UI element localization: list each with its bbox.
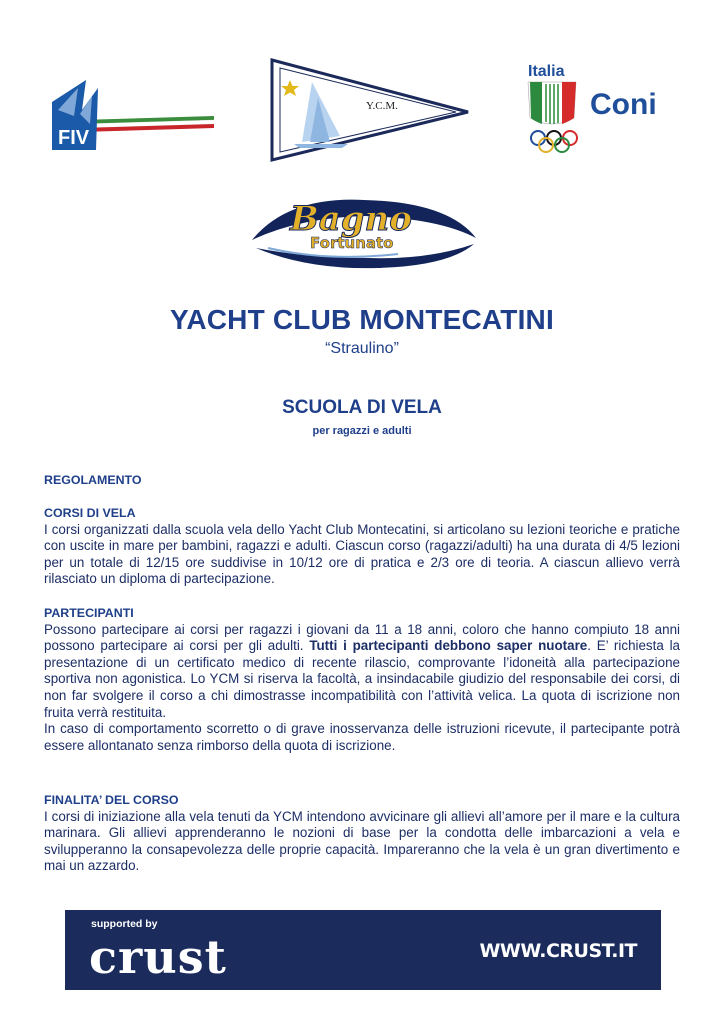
section-title: SCUOLA DI VELA — [282, 397, 442, 418]
ycm-burgee-logo — [270, 58, 470, 162]
page-subtitle: “Straulino” — [325, 340, 399, 357]
svg-text:Bagno: Bagno — [290, 199, 412, 239]
svg-text:Fortunato: Fortunato — [310, 234, 394, 252]
italia-coni-logo — [524, 58, 669, 158]
finalita-paragraph: I corsi di iniziazione alla vela tenuti da YCM intendono avvicinare gli allievi all’amore per il mare e la cultura marinara. Gli allievi apprenderanno le nozioni di base per la condotta delle imbarcazioni a vela e svilupperanno la consapevolezza delle proprie capacità. Impareranno che la vela è un gran divertimento e mai un azzardo. — [44, 808, 680, 874]
partecipanti-text-bold: Tutti i partecipanti debbono saper nuotare — [309, 638, 588, 654]
finalita-section — [44, 792, 680, 875]
regolamento-label: REGOLAMENTO — [44, 473, 142, 487]
svg-text:FIV: FIV — [58, 127, 90, 149]
finalita-heading: FINALITA’ DEL CORSO — [44, 793, 179, 807]
bagno-fortunato-logo — [248, 188, 480, 274]
regolamento-heading — [44, 472, 680, 489]
corsi-section — [44, 505, 680, 588]
sponsor-banner — [65, 910, 661, 990]
partecipanti-section — [44, 605, 680, 754]
partecipanti-paragraph-2: In caso di comportamento scorretto o di grave inosservanza delle istruzioni ricevute, il partecipante potrà essere allontanato senza rimborso della quota di iscrizione. — [44, 721, 680, 753]
corsi-heading: CORSI DI VELA — [44, 506, 136, 520]
page-title: YACHT CLUB MONTECATINI — [170, 304, 554, 335]
svg-text:Y.C.M.: Y.C.M. — [366, 100, 398, 112]
partecipanti-paragraph — [44, 622, 680, 722]
section-subtitle: per ragazzi e adulti — [312, 425, 412, 437]
svg-text:Italia: Italia — [528, 63, 565, 80]
corsi-paragraph: I corsi organizzati dalla scuola vela dello Yacht Club Montecatini, si articolano su lezioni teoriche e pratiche con uscite in mare per bambini, ragazzi e adulti. Ciascun corso (ragazzi/adulti) ha una durata di 4/5 lezioni per un totale di 12/15 ore suddivise in 10/12 ore di pratica e 2/3 ore di teoria. A ciascun allievo verrà rilasciato un diploma di partecipazione. — [44, 521, 680, 587]
svg-text:Coni: Coni — [590, 88, 657, 121]
banner-supported-by: supported by — [91, 918, 158, 930]
partecipanti-text-after: . E’ richiesta la presentazione di un certificato medico di recente rilascio, comprovante l’idoneità alla partecipazione sportiva non agonistica. Lo YCM si riserva la facoltà, a insindacabile giudizio del responsabile dei corsi, di non far svolgere il corso a chi dimostrasse incompatibilità con l’attività velica. La quota di iscrizione non fruita verrà restituita. — [44, 638, 681, 720]
partecipanti-heading: PARTECIPANTI — [44, 606, 134, 620]
partecipanti-text-before: Possono partecipare ai corsi per ragazzi i giovani da 11 a 18 anni, coloro che hanno compiuto 18 anni possono partecipare ai corsi per gli adulti. — [44, 621, 680, 654]
fiv-logo — [52, 80, 214, 150]
banner-brand-logo: crust — [89, 930, 227, 984]
banner-url: WWW.CRUST.IT — [479, 940, 637, 962]
